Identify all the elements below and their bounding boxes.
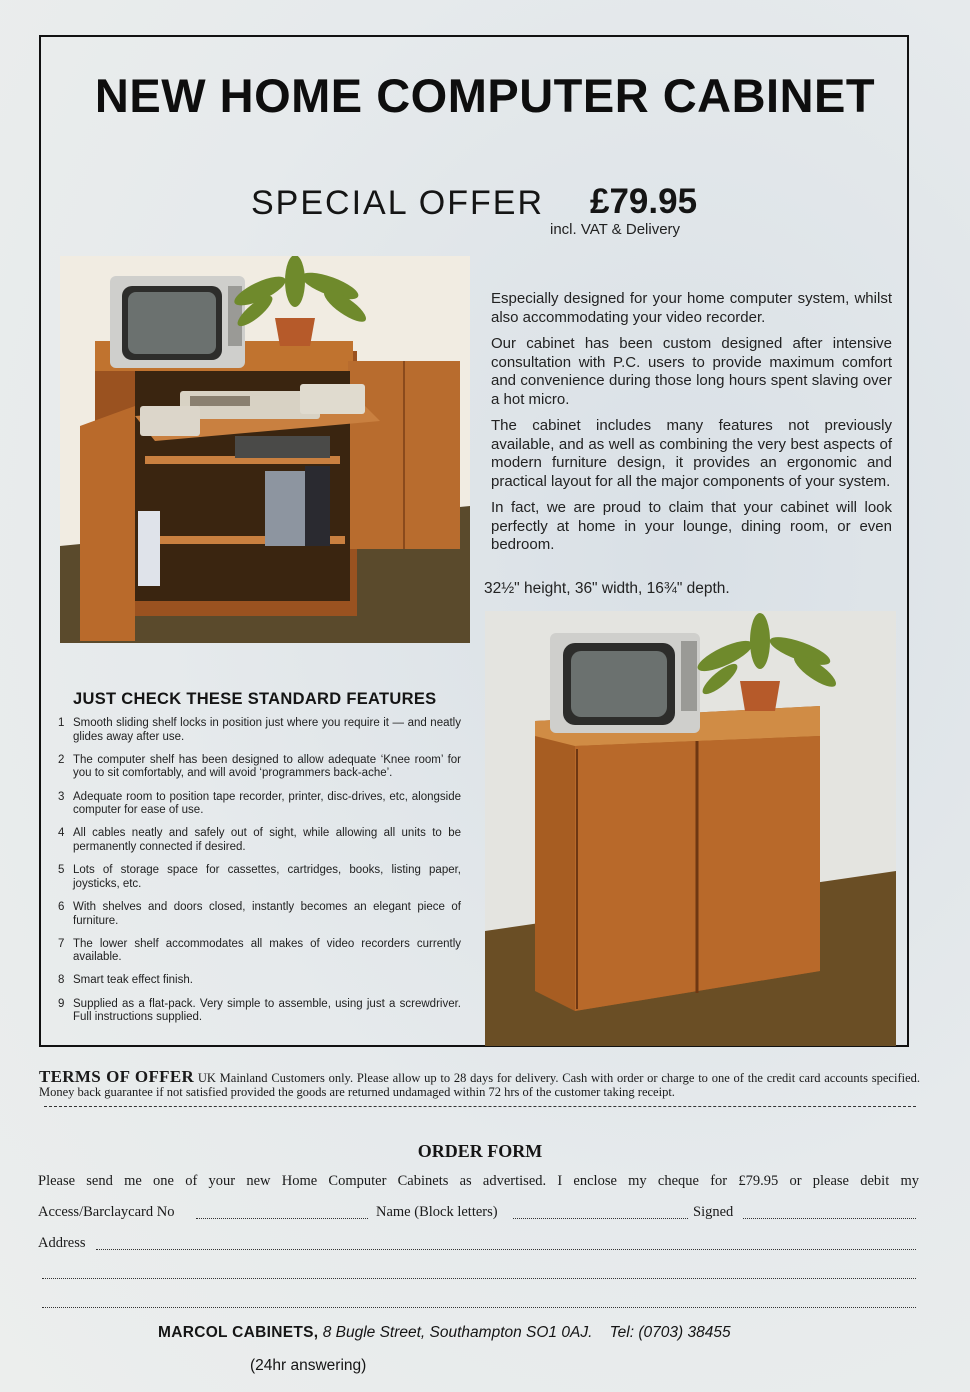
feature-number: 5 [58,864,65,877]
open-cabinet-illustration [60,256,470,643]
feature-text: All cables neatly and safely out of sight, while allowing all units to be permanently connected if desired. [73,827,461,853]
signed-label: Signed [693,1204,734,1220]
terms-text: UK Mainland Customers only. Please allow up to 28 days for delivery. Cash with order or charge to one of the credit card accounts specified. Money back guarantee if not satisfied provided the goods are returned undamaged within 72 hrs of the customer taking receipt. [39,1071,921,1099]
feature-text: With shelves and doors closed, instantly becomes an elegant piece of furniture. [73,900,461,927]
description [491,290,892,563]
feature-item [58,938,461,965]
order-form-fields [38,1204,918,1224]
company-name: MARCOL CABINETS, [158,1324,319,1341]
feature-number: 8 [58,974,65,987]
description-paragraph: Especially designed for your home computer system, whilst also accommodating your video recorder. [491,290,892,326]
feature-item [58,754,461,781]
feature-text: Lots of storage space for cassettes, cartridges, books, listing paper, joysticks, etc. [73,864,461,890]
answering-note: (24hr answering) [250,1357,367,1374]
company-footer [158,1324,731,1342]
feature-text: Supplied as a flat-pack. Very simple to assemble, using just a screwdriver. Full instructions supplied. [73,997,461,1024]
company-address: 8 Bugle Street, Southampton SO1 0AJ. [322,1324,593,1341]
feature-number: 6 [58,900,65,913]
feature-number: 7 [58,937,65,950]
feature-text: The computer shelf has been designed to allow adequate ‘Knee room’ for you to sit comfortably, and will avoid ‘programmers back-ache’. [73,753,461,780]
headline: NEW HOME COMPUTER CABINET [94,69,876,122]
feature-text: Adequate room to position tape recorder, printer, disc-drives, etc, alongside computer for ease of use. [73,790,461,817]
offer-note: incl. VAT & Delivery [550,221,681,238]
dimensions: 32½" height, 36" width, 16¾" depth. [484,580,730,597]
name-field[interactable] [513,1218,688,1219]
feature-item [58,791,461,818]
feature-item [58,901,461,928]
feature-number: 2 [58,753,65,766]
address-field-line-3[interactable] [42,1307,916,1308]
feature-item [58,998,461,1025]
closed-cabinet-photo [485,611,896,1046]
feature-text: The lower shelf accommodates all makes of video recorders currently available. [73,937,461,964]
address-label: Address [38,1235,86,1251]
feature-item [58,717,461,744]
feature-item [58,974,461,988]
closed-cabinet-illustration [485,611,896,1046]
terms-of-offer [39,1067,921,1099]
feature-number: 3 [58,790,65,803]
feature-item [58,864,461,891]
address-field-line-2[interactable] [42,1278,916,1279]
feature-number: 1 [58,717,65,729]
card-number-field[interactable] [196,1218,368,1219]
card-number-label: Access/Barclaycard No [38,1204,175,1220]
offer-price: £79.95 [590,182,698,221]
feature-text: Smart teak effect finish. [73,974,193,987]
order-form-title: ORDER FORM [417,1141,543,1161]
cut-line [44,1106,916,1107]
features-title: JUST CHECK THESE STANDARD FEATURES [73,690,437,708]
feature-number: 9 [58,997,65,1010]
description-paragraph: The cabinet includes many features not previously available, and as well as combining the very best aspects of modern furniture design, it provides an ergonomic and practical layout for all the major components of your system. [491,417,892,490]
feature-text: Smooth sliding shelf locks in position just where you require it — and neatly glides away after use. [73,717,461,743]
feature-item [58,827,461,854]
order-form-text: Please send me one of your new Home Computer Cabinets as advertised. I enclose my cheque for £79.95 or please debit my [38,1173,919,1189]
name-label: Name (Block letters) [376,1204,498,1220]
feature-number: 4 [58,827,65,840]
description-paragraph: In fact, we are proud to claim that your cabinet will look perfectly at home in your lounge, dining room, or even bedroom. [491,499,892,553]
offer-label: SPECIAL OFFER [251,184,545,222]
signature-field[interactable] [743,1218,916,1219]
features-list [58,717,461,1034]
open-cabinet-photo [60,256,470,643]
terms-label: TERMS OF OFFER [39,1067,195,1086]
address-field-line-1[interactable] [96,1249,916,1250]
description-paragraph: Our cabinet has been custom designed after intensive consultation with P.C. users to provide maximum comfort and convenience during those long hours spent slaving over a hot micro. [491,335,892,408]
company-telephone: Tel: (0703) 38455 [609,1324,731,1341]
